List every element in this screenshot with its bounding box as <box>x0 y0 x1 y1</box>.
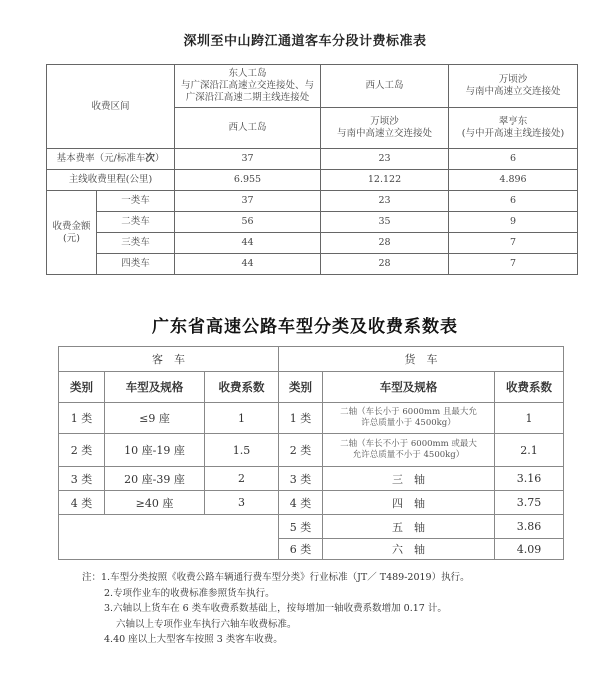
passenger-coef: 2 <box>205 467 279 491</box>
truck-coef: 3.16 <box>495 467 564 491</box>
column-header-row <box>59 372 564 403</box>
truck-spec <box>323 434 495 467</box>
empty-passenger-cell <box>59 515 279 560</box>
truck-class: 5 类 <box>279 515 323 539</box>
passenger-coef: 1 <box>205 403 279 434</box>
class-row <box>59 403 564 434</box>
mileage-row <box>47 170 578 191</box>
segment-toll-table <box>46 64 578 275</box>
amount-value: 7 <box>449 233 578 254</box>
truck-spec-line: 许总质量小于 4500kg） <box>361 418 456 428</box>
truck-coef: 1 <box>495 403 564 434</box>
amount-value: 28 <box>321 254 449 275</box>
class-row <box>59 434 564 467</box>
to-line: 西人工岛 <box>228 122 267 133</box>
base-rate-label <box>47 149 175 170</box>
vehicle-classification-table <box>58 346 564 560</box>
from-line: 东人工岛 <box>228 68 267 79</box>
table2-title: 广东省高速公路车型分类及收费系数表 <box>152 317 458 337</box>
to-cell <box>175 108 321 149</box>
base-rate-label-bold: 次 <box>145 153 155 164</box>
amount-row <box>47 254 578 275</box>
to-cell <box>449 108 578 149</box>
amount-value: 37 <box>175 191 321 212</box>
amount-value: 7 <box>449 254 578 275</box>
class-row <box>59 491 564 515</box>
passenger-class: 1 类 <box>59 403 105 434</box>
passenger-header: 客 车 <box>59 347 279 372</box>
from-line: 万顷沙 <box>498 74 528 85</box>
to-line: 万顷沙 <box>370 116 399 127</box>
truck-spec <box>323 403 495 434</box>
amount-row <box>47 233 578 254</box>
truck-spec-line: 允许总质量不小于 4500kg） <box>352 450 465 460</box>
mileage-value: 12.122 <box>321 170 449 191</box>
passenger-coef: 1.5 <box>205 434 279 467</box>
mileage-value: 4.896 <box>449 170 578 191</box>
note-item: 2.专项作业车的收费标准参照货车执行。 <box>104 587 275 599</box>
interval-label: 收费区间 <box>47 65 175 149</box>
truck-coef: 3.75 <box>495 491 564 515</box>
passenger-class: 3 类 <box>59 467 105 491</box>
passenger-spec: 10 座-19 座 <box>105 434 205 467</box>
amount-value: 35 <box>321 212 449 233</box>
vehicle-class: 二类车 <box>97 212 175 233</box>
from-cell <box>449 65 578 108</box>
from-cell <box>175 65 321 108</box>
truck-class: 4 类 <box>279 491 323 515</box>
note-item <box>82 570 470 586</box>
truck-coef: 2.1 <box>495 434 564 467</box>
amount-value: 28 <box>321 233 449 254</box>
amount-value: 6 <box>449 191 578 212</box>
truck-coef: 3.86 <box>495 515 564 539</box>
class-row <box>59 467 564 491</box>
truck-class: 1 类 <box>279 403 323 434</box>
truck-spec-line: 二轴（车长小于 6000mm 且最大允 <box>340 407 477 417</box>
amount-value: 44 <box>175 233 321 254</box>
truck-spec: 三 轴 <box>323 467 495 491</box>
base-rate-value: 6 <box>449 149 578 170</box>
notes-prefix: 注： <box>82 572 102 583</box>
from-line: 广深沿江高速二期主线连接处 <box>185 92 310 103</box>
passenger-coef: 3 <box>205 491 279 515</box>
truck-spec: 四 轴 <box>323 491 495 515</box>
to-line: 与南中高速立交连接处 <box>337 128 433 139</box>
group-header-row <box>59 347 564 372</box>
col-spec: 车型及规格 <box>105 372 205 403</box>
table1-title: 深圳至中山跨江通道客车分段计费标准表 <box>183 34 427 49</box>
base-rate-value: 23 <box>321 149 449 170</box>
to-cell <box>321 108 449 149</box>
col-coef: 收费系数 <box>205 372 279 403</box>
vehicle-class: 四类车 <box>97 254 175 275</box>
mileage-value: 6.955 <box>175 170 321 191</box>
truck-spec: 五 轴 <box>323 515 495 539</box>
base-rate-label-text: 基本费率（元/标准车 <box>56 153 146 164</box>
amount-value: 23 <box>321 191 449 212</box>
truck-spec: 六 轴 <box>323 539 495 560</box>
from-line: 西人工岛 <box>365 80 404 91</box>
to-line: (与中开高速主线连接处) <box>461 128 565 139</box>
truck-class: 2 类 <box>279 434 323 467</box>
from-cell <box>321 65 449 108</box>
amount-row <box>47 191 578 212</box>
vehicle-class: 一类车 <box>97 191 175 212</box>
note-item: 4.40 座以上大型客车按照 3 类客车收费。 <box>104 634 283 645</box>
mileage-label: 主线收费里程(公里) <box>47 170 175 191</box>
col-coef: 收费系数 <box>495 372 564 403</box>
passenger-spec: ≤9 座 <box>105 403 205 434</box>
to-line: 翠亨东 <box>498 116 528 127</box>
note-item: 六轴以上专项作业车执行六轴车收费标准。 <box>116 618 297 630</box>
col-class: 类别 <box>279 372 323 403</box>
base-rate-value: 37 <box>175 149 321 170</box>
base-rate-label-end: ） <box>154 153 165 164</box>
amount-row <box>47 212 578 233</box>
truck-coef: 4.09 <box>495 539 564 560</box>
note-text: 1.车型分类按照《收费公路车辆通行费车型分类》行业标准（JT／ T489-2019）执行。 <box>101 572 470 583</box>
col-spec: 车型及规格 <box>323 372 495 403</box>
amount-value: 9 <box>449 212 578 233</box>
base-rate-row <box>47 149 578 170</box>
truck-class: 6 类 <box>279 539 323 560</box>
note-item: 3.六轴以上货车在 6 类车收费系数基础上，按每增加一轴收费系数增加 0.17 计。 <box>104 603 447 614</box>
passenger-spec: 20 座-39 座 <box>105 467 205 491</box>
amount-label: 收费金额(元) <box>47 191 97 275</box>
vehicle-class: 三类车 <box>97 233 175 254</box>
notes <box>82 570 470 648</box>
passenger-class: 4 类 <box>59 491 105 515</box>
truck-header: 货 车 <box>279 347 564 372</box>
passenger-class: 2 类 <box>59 434 105 467</box>
passenger-spec: ≥40 座 <box>105 491 205 515</box>
amount-value: 44 <box>175 254 321 275</box>
from-line: 与广深沿江高速立交连接处、与 <box>181 80 315 91</box>
truck-spec-line: 二轴（车长不小于 6000mm 或最大 <box>340 439 477 449</box>
table1-header-from-row <box>47 65 578 108</box>
class-row <box>59 515 564 539</box>
col-class: 类别 <box>59 372 105 403</box>
amount-value: 56 <box>175 212 321 233</box>
from-line: 与南中高速立交连接处 <box>465 86 561 97</box>
truck-class: 3 类 <box>279 467 323 491</box>
